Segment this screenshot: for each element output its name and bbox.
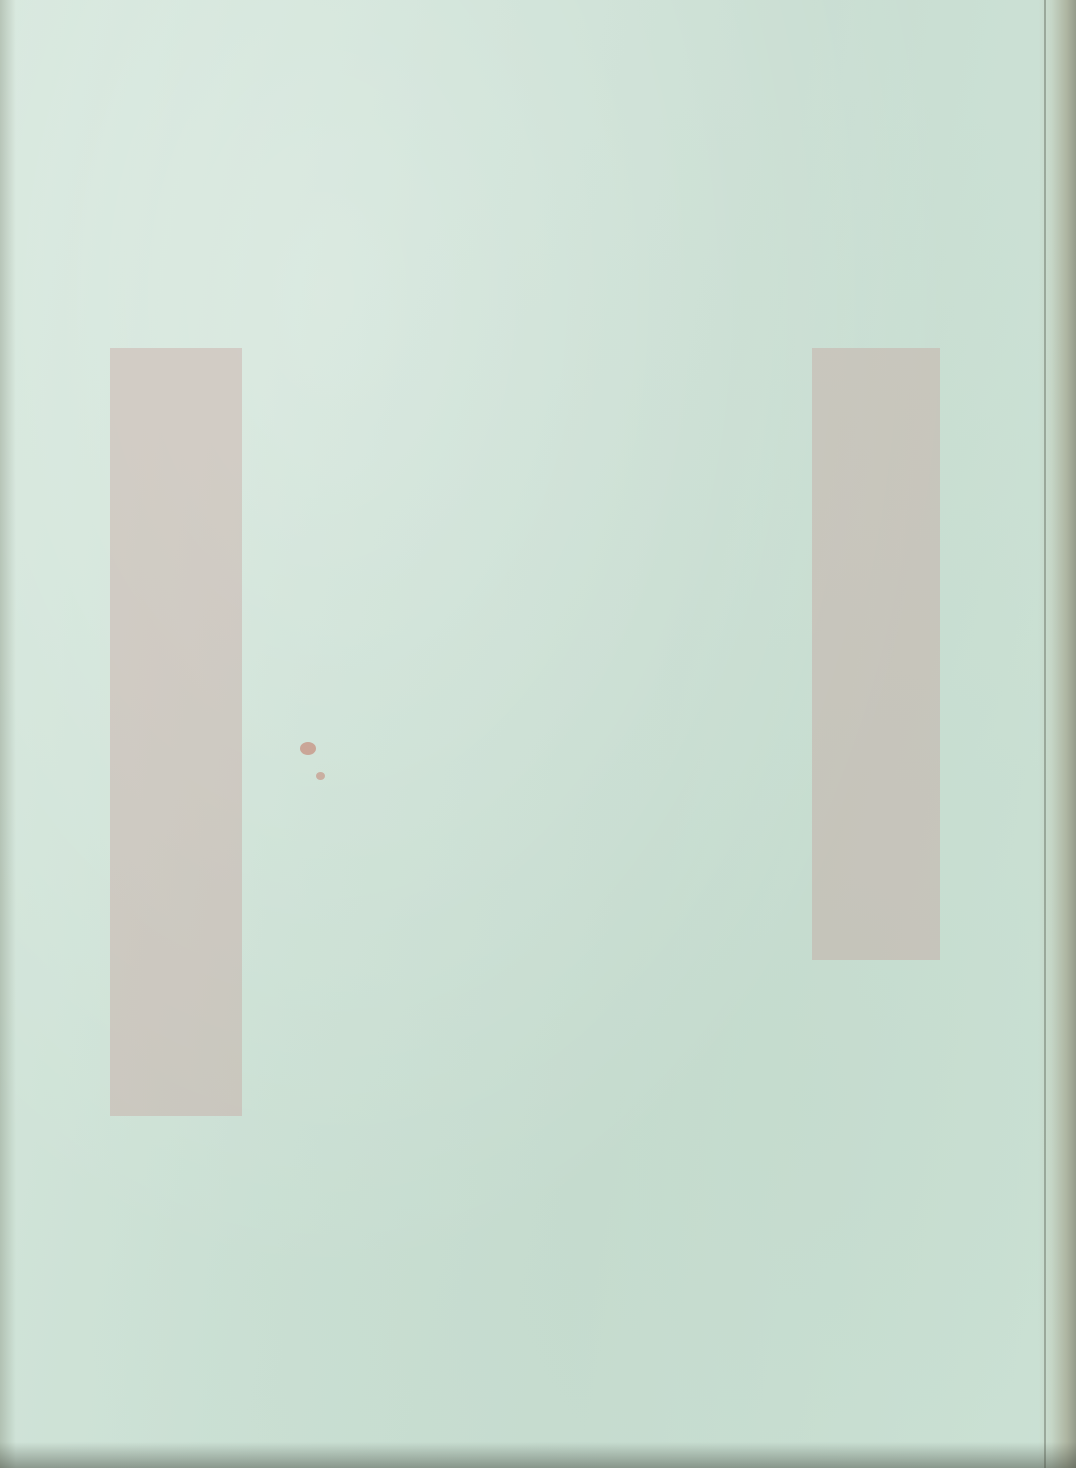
text-block (26, 52, 1032, 1408)
gutter-rule (1044, 0, 1046, 1468)
page-left-edge (0, 0, 16, 1468)
page-bottom-edge (0, 1442, 1076, 1468)
